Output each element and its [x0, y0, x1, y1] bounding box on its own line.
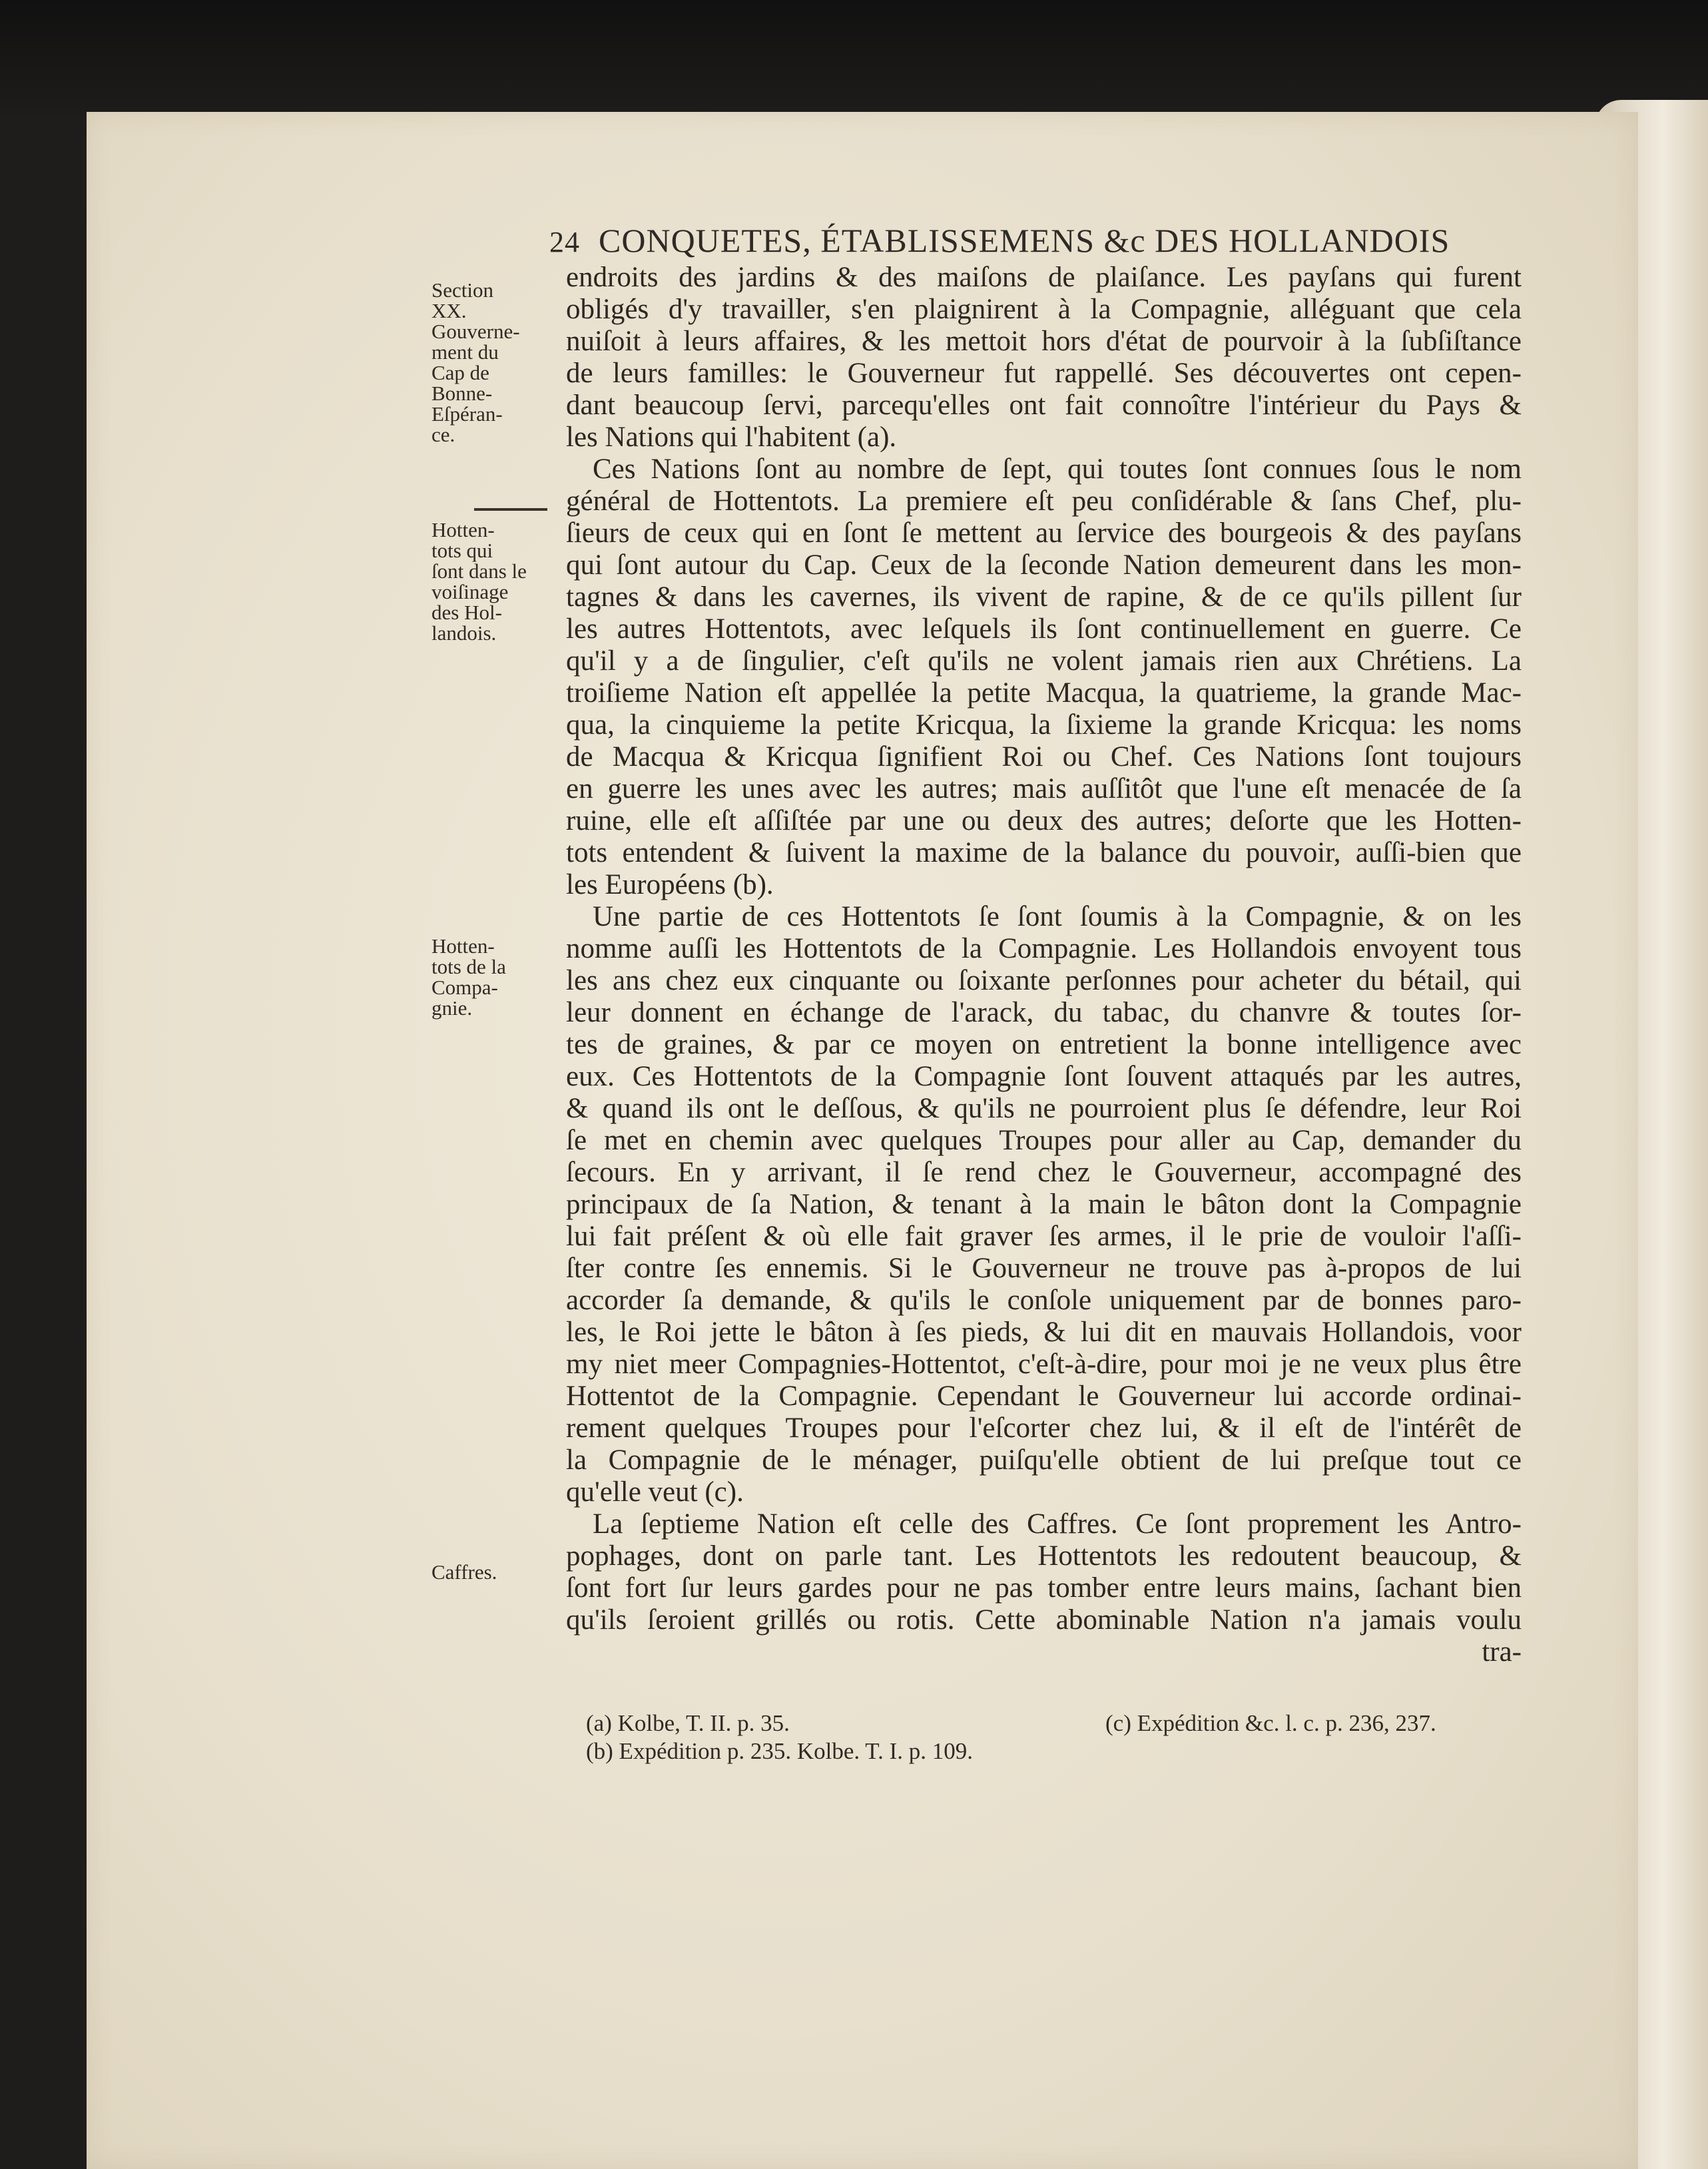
margin-note-hottentots-company: Hotten- tots de la Compa- gnie.	[431, 934, 506, 1020]
page-number: 24	[549, 226, 580, 258]
text-line: qui ſont autour du Cap. Ceux de la ſeconde Nation demeurent dans les mon-	[566, 549, 1522, 581]
text-line: les ans chez eux cinquante ou ſoixante perſonnes pour acheter du bétail, qui	[566, 965, 1522, 996]
margin-note-hottentots-near: Hotten- tots qui ſont dans le voiſinage des Hol- landois.	[431, 518, 527, 645]
body-text	[566, 262, 1522, 1694]
text-line: nuiſoit à leurs affaires, & les mettoit hors d'état de pourvoir à la ſubſiſtance	[566, 326, 1522, 357]
text-line: Ces Nations ſont au nombre de ſept, qui toutes ſont connues ſous le nom	[593, 454, 1522, 485]
margin-note-caffres: Caffres.	[431, 1560, 497, 1584]
text-line: ſont fort ſur leurs gardes pour ne pas tomber entre leurs mains, ſachant bien	[566, 1572, 1522, 1604]
text-line: tra-	[1482, 1636, 1522, 1668]
text-line: les autres Hottentots, avec leſquels ils ſont continuellement en guerre. Ce	[566, 613, 1522, 645]
running-head-title: CONQUETES, ÉTABLISSEMENS &c DES HOLLANDOIS	[599, 222, 1450, 259]
text-line: La ſeptieme Nation eſt celle des Caffres. Ce ſont proprement les Antro-	[593, 1508, 1522, 1540]
text-line: principaux de ſa Nation, & tenant à la main le bâton dont la Compagnie	[566, 1189, 1522, 1220]
text-line: eux. Ces Hottentots de la Compagnie ſont ſouvent attaqués par les autres,	[566, 1061, 1522, 1092]
text-line: troiſieme Nation eſt appellée la petite Macqua, la quatrieme, la grande Mac-	[566, 677, 1522, 709]
text-line: leur donnent en échange de l'arack, du tabac, du chanvre & toutes ſor-	[566, 997, 1522, 1028]
text-line: qu'il y a de ſingulier, c'eſt qu'ils ne volent jamais rien aux Chrétiens. La	[566, 645, 1522, 677]
text-line: qu'elle veut (c).	[566, 1476, 744, 1508]
text-line: rement quelques Troupes pour l'eſcorter chez lui, & il eſt de l'intérêt de	[566, 1412, 1522, 1444]
text-line: ruine, elle eſt aſſiſtée par une ou deux des autres; deſorte que les Hotten-	[566, 805, 1522, 836]
text-line: accorder ſa demande, & qu'ils le conſole uniquement par de bonnes paro-	[566, 1285, 1522, 1316]
text-line: endroits des jardins & des maiſons de plaiſance. Les payſans qui furent	[566, 262, 1522, 293]
text-line: pophages, dont on parle tant. Les Hottentots les redoutent beaucoup, &	[566, 1540, 1522, 1572]
text-line: général de Hottentots. La premiere eſt peu conſidérable & ſans Chef, plu-	[566, 485, 1522, 517]
text-line: qu'ils ſeroient grillés ou rotis. Cette abominable Nation n'a jamais voulu	[566, 1604, 1522, 1636]
margin-rule	[474, 508, 547, 511]
text-line: ſter contre ſes ennemis. Si le Gouverneur ne trouve pas à-propos de lui	[566, 1253, 1522, 1284]
text-line: de leurs familles: le Gouverneur fut rappellé. Ses découvertes ont cepen-	[566, 358, 1522, 389]
text-line: tes de graines, & par ce moyen on entretient la bonne intelligence avec	[566, 1029, 1522, 1060]
footnote-b: (b) Expédition p. 235. Kolbe. T. I. p. 109.	[586, 1738, 973, 1764]
text-line: Hottentot de la Compagnie. Cependant le Gouverneur lui accorde ordinai-	[566, 1381, 1522, 1412]
margin-note-section: Section XX. Gouverne- ment du Cap de Bonne- Eſpéran- ce.	[431, 278, 520, 446]
text-line: en guerre les unes avec les autres; mais auſſitôt que l'une eſt menacée de ſa	[566, 773, 1522, 804]
footnote-c: (c) Expédition &c. l. c. p. 236, 237.	[1105, 1710, 1436, 1736]
footnote-a: (a) Kolbe, T. II. p. 35.	[586, 1710, 790, 1736]
text-line: tagnes & dans les cavernes, ils vivent de rapine, & de ce qu'ils pillent ſur	[566, 581, 1522, 613]
text-line: my niet meer Compagnies-Hottentot, c'eſt-à-dire, pour moi je ne veux plus être	[566, 1349, 1522, 1380]
text-line: nomme auſſi les Hottentots de la Compagnie. Les Hollandois envoyent tous	[566, 933, 1522, 964]
text-line: qua, la cinquieme la petite Kricqua, la ſixieme la grande Kricqua: les noms	[566, 709, 1522, 741]
text-line: les Nations qui l'habitent (a).	[566, 422, 897, 453]
text-line: la Compagnie de le ménager, puiſqu'elle obtient de lui preſque tout ce	[566, 1444, 1522, 1476]
running-head	[549, 221, 1482, 261]
text-line: dant beaucoup ſervi, parcequ'elles ont fait connoître l'intérieur du Pays &	[566, 390, 1522, 421]
text-line: lui fait préſent & où elle fait graver ſes armes, il le prie de vouloir l'aſſi-	[566, 1221, 1522, 1252]
text-line: ſe met en chemin avec quelques Troupes pour aller au Cap, demander du	[566, 1125, 1522, 1156]
text-line: les, le Roi jette le bâton à ſes pieds, & lui dit en mauvais Hollandois, voor	[566, 1317, 1522, 1348]
text-line: de Macqua & Kricqua ſignifient Roi ou Chef. Ces Nations ſont toujours	[566, 741, 1522, 773]
margin-notes	[431, 280, 551, 1612]
text-line: ſecours. En y arrivant, il ſe rend chez le Gouverneur, accompagné des	[566, 1157, 1522, 1188]
text-line: obligés d'y travailler, s'en plaignirent à la Compagnie, alléguant que cela	[566, 294, 1522, 325]
text-line: & quand ils ont le deſſous, & qu'ils ne pourroient plus ſe défendre, leur Roi	[566, 1093, 1522, 1124]
scan-background	[0, 0, 1708, 115]
footnotes	[586, 1710, 1518, 1783]
text-line: ſieurs de ceux qui en ſont ſe mettent au ſervice des bourgeois & des payſans	[566, 517, 1522, 549]
text-line: tots entendent & ſuivent la maxime de la balance du pouvoir, auſſi-bien que	[566, 837, 1522, 868]
text-line: Une partie de ces Hottentots ſe ſont ſoumis à la Compagnie, & on les	[593, 901, 1522, 932]
text-line: les Européens (b).	[566, 869, 774, 900]
